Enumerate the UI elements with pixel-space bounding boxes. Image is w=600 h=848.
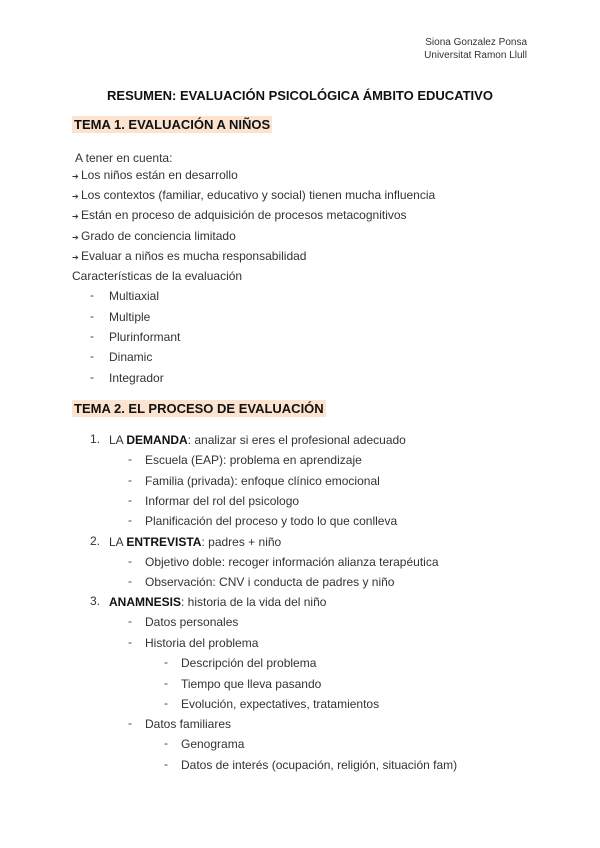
dash-bullet: - bbox=[90, 288, 94, 302]
dash-bullet: - bbox=[164, 696, 168, 710]
tema2-heading: TEMA 2. EL PROCESO DE EVALUACIÓN bbox=[74, 401, 324, 416]
arrow-bullet-icon: ➔ bbox=[72, 233, 79, 242]
dash-bullet: - bbox=[128, 513, 132, 527]
list-number: 3. bbox=[90, 594, 101, 608]
dash-bullet: - bbox=[128, 473, 132, 487]
dash-bullet: - bbox=[90, 329, 94, 343]
tema1-point: ➔ Evaluar a niños es mucha responsabilidad bbox=[72, 248, 306, 266]
characteristic-item: Plurinformant bbox=[109, 330, 181, 344]
dash-bullet: - bbox=[128, 716, 132, 730]
sub-sub-item: Datos de interés (ocupación, religión, situación fam) bbox=[181, 758, 458, 772]
tema1-point: ➔ Los contextos (familiar, educativo y social) tienen mucha influencia bbox=[72, 187, 435, 205]
tema1-point: ➔ Están en proceso de adquisición de procesos metacognitivos bbox=[72, 207, 407, 225]
sub-item: Planificación del proceso y todo lo que conlleva bbox=[145, 514, 398, 528]
process-step-demanda: LA DEMANDA: analizar si eres el profesional adecuado bbox=[109, 433, 406, 447]
tema1-heading: TEMA 1. EVALUACIÓN A NIÑOS bbox=[74, 117, 271, 132]
tema1-intro: A tener en cuenta: bbox=[75, 151, 173, 165]
sub-item: Informar del rol del psicologo bbox=[145, 494, 300, 508]
sub-sub-item: Tiempo que lleva pasando bbox=[181, 677, 322, 691]
dash-bullet: - bbox=[128, 493, 132, 507]
sub-item: Objetivo doble: recoger información alianza terapéutica bbox=[145, 555, 439, 569]
dash-bullet: - bbox=[128, 635, 132, 649]
document-title: RESUMEN: EVALUACIÓN PSICOLÓGICA ÁMBITO EDUCATIVO bbox=[107, 88, 493, 103]
sub-sub-item: Descripción del problema bbox=[181, 656, 317, 670]
arrow-bullet-icon: ➔ bbox=[72, 172, 79, 181]
sub-sub-item: Genograma bbox=[181, 737, 245, 751]
sub-item: Datos familiares bbox=[145, 717, 232, 731]
dash-bullet: - bbox=[128, 452, 132, 466]
process-step-anamnesis: ANAMNESIS: historia de la vida del niño bbox=[109, 595, 327, 609]
dash-bullet: - bbox=[164, 655, 168, 669]
dash-bullet: - bbox=[90, 309, 94, 323]
dash-bullet: - bbox=[90, 349, 94, 363]
tema1-point: ➔ Los niños están en desarrollo bbox=[72, 167, 238, 185]
characteristic-item: Multiple bbox=[109, 310, 151, 324]
author-block bbox=[424, 36, 527, 62]
tema1-point: ➔ Grado de conciencia limitado bbox=[72, 228, 236, 246]
characteristic-item: Multiaxial bbox=[109, 289, 160, 303]
characteristic-item: Dinamic bbox=[109, 350, 153, 364]
characteristic-item: Integrador bbox=[109, 371, 164, 385]
dash-bullet: - bbox=[164, 757, 168, 771]
sub-item: Observación: CNV i conducta de padres y niño bbox=[145, 575, 395, 589]
dash-bullet: - bbox=[164, 676, 168, 690]
list-number: 1. bbox=[90, 432, 101, 446]
dash-bullet: - bbox=[128, 614, 132, 628]
dash-bullet: - bbox=[90, 370, 94, 384]
characteristics-label: Características de la evaluación bbox=[72, 269, 243, 283]
arrow-bullet-icon: ➔ bbox=[72, 253, 79, 262]
arrow-bullet-icon: ➔ bbox=[72, 192, 79, 201]
author-university: Universitat Ramon Llull bbox=[424, 50, 527, 61]
sub-item: Datos personales bbox=[145, 615, 239, 629]
process-step-entrevista: LA ENTREVISTA: padres + niño bbox=[109, 535, 282, 549]
sub-sub-item: Evolución, expectatives, tratamientos bbox=[181, 697, 380, 711]
dash-bullet: - bbox=[128, 574, 132, 588]
sub-item: Historia del problema bbox=[145, 636, 259, 650]
arrow-bullet-icon: ➔ bbox=[72, 212, 79, 221]
list-number: 2. bbox=[90, 534, 101, 548]
dash-bullet: - bbox=[128, 554, 132, 568]
author-name: Siona Gonzalez Ponsa bbox=[425, 37, 527, 48]
sub-item: Familia (privada): enfoque clínico emocional bbox=[145, 474, 380, 488]
sub-item: Escuela (EAP): problema en aprendizaje bbox=[145, 453, 362, 467]
dash-bullet: - bbox=[164, 736, 168, 750]
